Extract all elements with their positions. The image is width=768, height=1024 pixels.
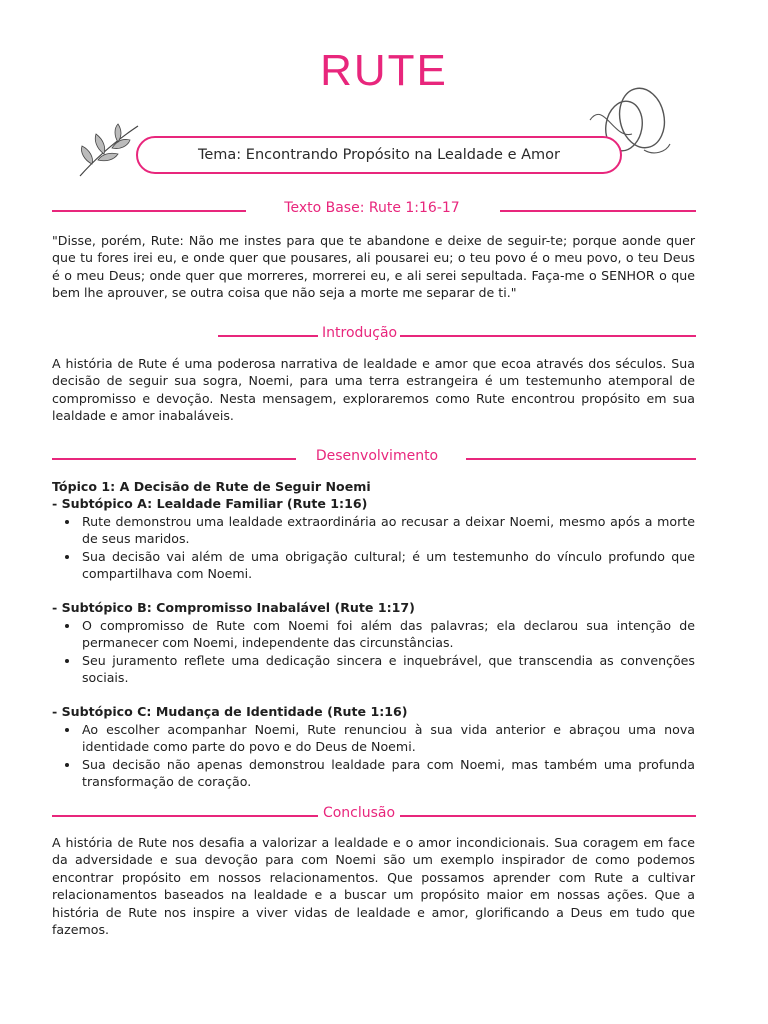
divider-right — [466, 458, 696, 460]
topic-heading: Tópico 1: A Decisão de Rute de Seguir Noemi — [52, 479, 371, 494]
theme-text: Tema: Encontrando Propósito na Lealdade e Amor — [197, 147, 560, 163]
subtopic-a-list — [52, 513, 695, 583]
list-item: • Ao escolher acompanhar Noemi, Rute renunciou à sua vida anterior e abraçou uma nova identidade como parte do povo e do Deus de Noemi. — [80, 721, 695, 756]
list-item: • Seu juramento reflete uma dedicação sincera e inquebrável, que transcendia as convenções sociais. — [80, 652, 695, 687]
conclusion-text: A história de Rute nos desafia a valorizar a lealdade e o amor incondicionais. Sua coragem em face da adversidade e sua devoção para com Noemi são um exemplo inspirador de como podemos encontrar propósito em nossos relacionamentos. Que possamos aprender com Rute a cultivar relacionamentos baseados na lealdade e a buscar um propósito maior em nossas ações. Que a história de Rute nos inspire a viver vidas de lealdade e amor, glorificando a Deus em tudo que fazemos. — [52, 835, 695, 938]
divider-left — [52, 210, 246, 212]
introduction-heading: Introdução — [322, 325, 398, 341]
subtopic-c-heading: - Subtópico C: Mudança de Identidade (Rute 1:16) — [52, 704, 408, 720]
list-item: • Sua decisão vai além de uma obrigação cultural; é um testemunho do vínculo profundo que compartilhava com Noemi. — [80, 548, 695, 583]
list-item: • O compromisso de Rute com Noemi foi além das palavras; ela declarou sua intenção de permanecer com Noemi, independente das circunstâncias. — [80, 617, 695, 652]
conclusion-heading: Conclusão — [322, 805, 396, 821]
subtopic-b-heading: - Subtópico B: Compromisso Inabalável (Rute 1:17) — [52, 600, 415, 616]
divider-right — [400, 815, 696, 817]
subtopic-c-list — [52, 721, 695, 791]
list-item: • Sua decisão não apenas demonstrou lealdade para com Noemi, mas também uma profunda transformação de coração. — [80, 756, 695, 791]
subtopic-a-heading: - Subtópico A: Lealdade Familiar (Rute 1:16) — [52, 496, 368, 512]
development-body — [52, 478, 695, 791]
base-text-heading: Texto Base: Rute 1:16-17 — [284, 200, 460, 216]
page-title: RUTE — [320, 46, 448, 95]
divider-right — [500, 210, 696, 212]
base-text-quote: "Disse, porém, Rute: Não me instes para que te abandone e deixe de seguir-te; porque aonde quer que tu fores irei eu, e onde quer que pousares, ali pousarei eu; o teu povo é o meu povo, o teu Deus é o meu Deus; onde quer que morreres, morrerei eu, e ali serei sepultada. Faça-me o SENHOR o que bem lhe aprouver, se outra coisa que não seja a morte me separar de ti." — [52, 233, 695, 301]
introduction-text: A história de Rute é uma poderosa narrativa de lealdade e amor que ecoa através dos séculos. Sua decisão de seguir sua sogra, Noemi, para uma terra estrangeira é um testemunho atemporal de compromisso e devoção. Nesta mensagem, exploraremos como Rute encontrou propósito em sua lealdade e amor inabaláveis. — [52, 356, 695, 424]
subtopic-b-list — [52, 617, 695, 687]
development-heading: Desenvolvimento — [315, 448, 439, 464]
leaf-branch-icon — [72, 118, 142, 182]
divider-right — [400, 335, 696, 337]
list-item: • Rute demonstrou uma lealdade extraordinária ao recusar a deixar Noemi, mesmo após a morte de seus maridos. — [80, 513, 695, 548]
divider-left — [218, 335, 318, 337]
divider-left — [52, 458, 296, 460]
theme-banner — [136, 136, 622, 174]
divider-left — [52, 815, 318, 817]
